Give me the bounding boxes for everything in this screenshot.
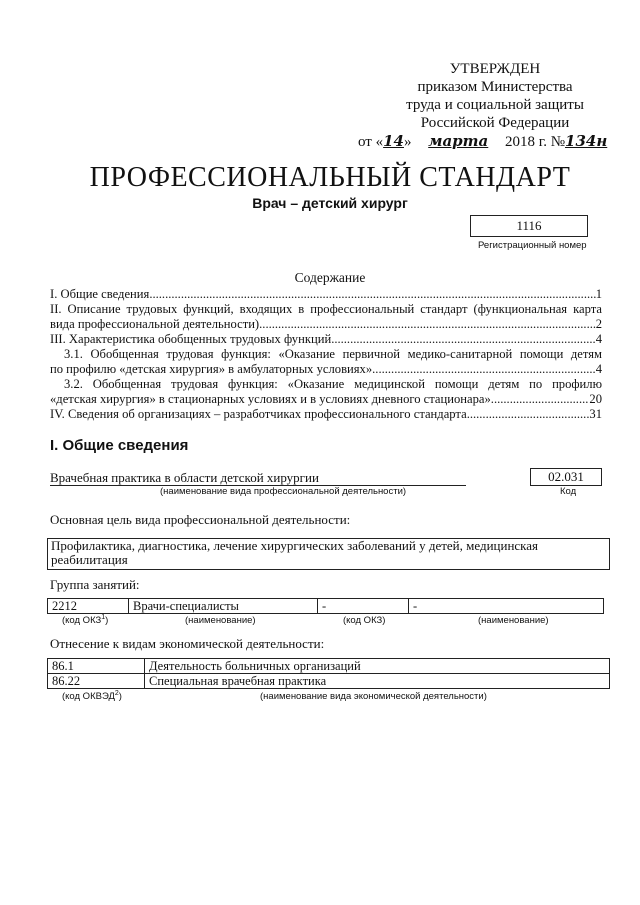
table-of-contents: [50, 287, 602, 422]
date-mid: »: [403, 134, 412, 150]
okz-code-caption-2: (код ОКЗ): [343, 615, 386, 626]
toc-item-line[interactable]: II. Описание трудовых функций, входящих в профессиональный стандарт (функциональная карта: [50, 302, 602, 316]
okz-code-caption: [62, 614, 108, 626]
registration-number-label: Регистрационный номер: [478, 240, 587, 251]
toc-item[interactable]: [50, 407, 602, 422]
approval-ministry: труда и социальной защиты: [406, 97, 584, 113]
okz-name-cell: Врачи-специалисты: [129, 599, 318, 614]
toc-item-page: 20: [589, 392, 602, 406]
toc-item-text: III. Характеристика обобщенных трудовых функций: [50, 332, 332, 346]
table-row: [48, 674, 610, 689]
occupation-group-table: [47, 598, 604, 614]
caption-text: ): [118, 691, 122, 703]
group-label: Группа занятий:: [50, 577, 140, 592]
caption-text: ): [105, 615, 109, 627]
toc-leader: [149, 287, 595, 302]
toc-leader: [331, 332, 596, 347]
toc-item-line[interactable]: 3.2. Обобщенная трудовая функция: «Оказание медицинской помощи детям по профилю: [64, 377, 602, 391]
approval-block: [330, 60, 640, 151]
toc-item[interactable]: [50, 317, 602, 332]
okved-code-cell: 86.22: [48, 674, 145, 689]
activity-name: Врачебная практика в области детской хирургии: [50, 470, 466, 486]
activity-code-caption: Код: [560, 486, 577, 497]
registration-number-box: 1116: [470, 215, 588, 237]
toc-item-line[interactable]: 3.1. Обобщенная трудовая функция: «Оказание первичной медико-санитарной помощи детям: [64, 347, 602, 361]
table-row: [48, 659, 610, 674]
toc-item-text: вида профессиональной деятельности): [50, 317, 260, 331]
okz-name-caption: (наименование): [185, 615, 256, 626]
okz-name-caption-2: (наименование): [478, 615, 549, 626]
toc-item-page: 2: [595, 317, 602, 331]
toc-item-page: 4: [595, 362, 602, 376]
okz-code-cell: -: [318, 599, 409, 614]
page-subtitle: Врач – детский хирург: [252, 195, 408, 211]
goal-text-line: реабилитация: [51, 552, 128, 567]
okved-code-caption: [62, 690, 122, 702]
toc-item-text: I. Общие сведения: [50, 287, 150, 301]
approval-order: приказом Министерства: [417, 79, 573, 95]
toc-heading: Содержание: [294, 270, 366, 285]
toc-item-page: 4: [595, 332, 602, 346]
toc-item-page: 1: [595, 287, 602, 301]
okved-name-cell: Специальная врачебная практика: [145, 674, 610, 689]
toc-item-text: «детская хирургия» в стационарных условиях и в условиях дневного стационара»: [50, 392, 491, 406]
order-number: 134н: [565, 132, 608, 150]
okz-code-cell: 2212: [48, 599, 129, 614]
goal-box: [47, 538, 610, 570]
toc-leader: [372, 362, 596, 377]
okved-name-cell: Деятельность больничных организаций: [145, 659, 610, 674]
date-prefix: от «: [358, 134, 384, 150]
caption-text: (код ОКЗ: [62, 615, 102, 627]
toc-item-text: по профилю «детская хирургия» в амбулаторных условиях»: [50, 362, 373, 376]
activity-name-caption: (наименование вида профессиональной деятельности): [160, 486, 407, 497]
toc-leader: [259, 317, 596, 332]
toc-leader: [491, 392, 590, 407]
date-month: марта: [428, 132, 489, 150]
toc-item[interactable]: [50, 362, 602, 377]
okved-code-cell: 86.1: [48, 659, 145, 674]
approval-date: [330, 132, 640, 151]
footnote-mark: 2: [114, 690, 119, 697]
goal-text-line: Профилактика, диагностика, лечение хирургических заболеваний у детей, медицинская: [51, 538, 539, 553]
activity-code-box: 02.031: [530, 468, 602, 486]
page-title: ПРОФЕССИОНАЛЬНЫЙ СТАНДАРТ: [89, 162, 571, 193]
date-year: 2018 г. №: [504, 134, 566, 150]
toc-item[interactable]: [50, 287, 602, 302]
toc-item[interactable]: [50, 332, 602, 347]
table-row: [48, 599, 604, 614]
toc-item-text: IV. Сведения об организациях – разработчиках профессионального стандарта: [50, 407, 467, 421]
okz-name-cell: -: [409, 599, 604, 614]
toc-item-page: 31: [589, 407, 602, 421]
approval-country: Российской Федерации: [420, 115, 570, 131]
toc-item[interactable]: [50, 392, 602, 407]
econ-label: Отнесение к видам экономической деятельности:: [50, 636, 325, 651]
approval-approved: УТВЕРЖДЕН: [449, 61, 541, 77]
goal-label: Основная цель вида профессиональной деятельности:: [50, 512, 351, 527]
date-day: 14: [383, 132, 404, 150]
economic-activity-table: [47, 658, 610, 689]
okved-name-caption: (наименование вида экономической деятельности): [260, 691, 487, 702]
footnote-mark: 1: [101, 614, 106, 621]
toc-leader: [467, 407, 590, 422]
section-heading: I. Общие сведения: [50, 437, 189, 454]
caption-text: (код ОКВЭД: [62, 691, 115, 703]
